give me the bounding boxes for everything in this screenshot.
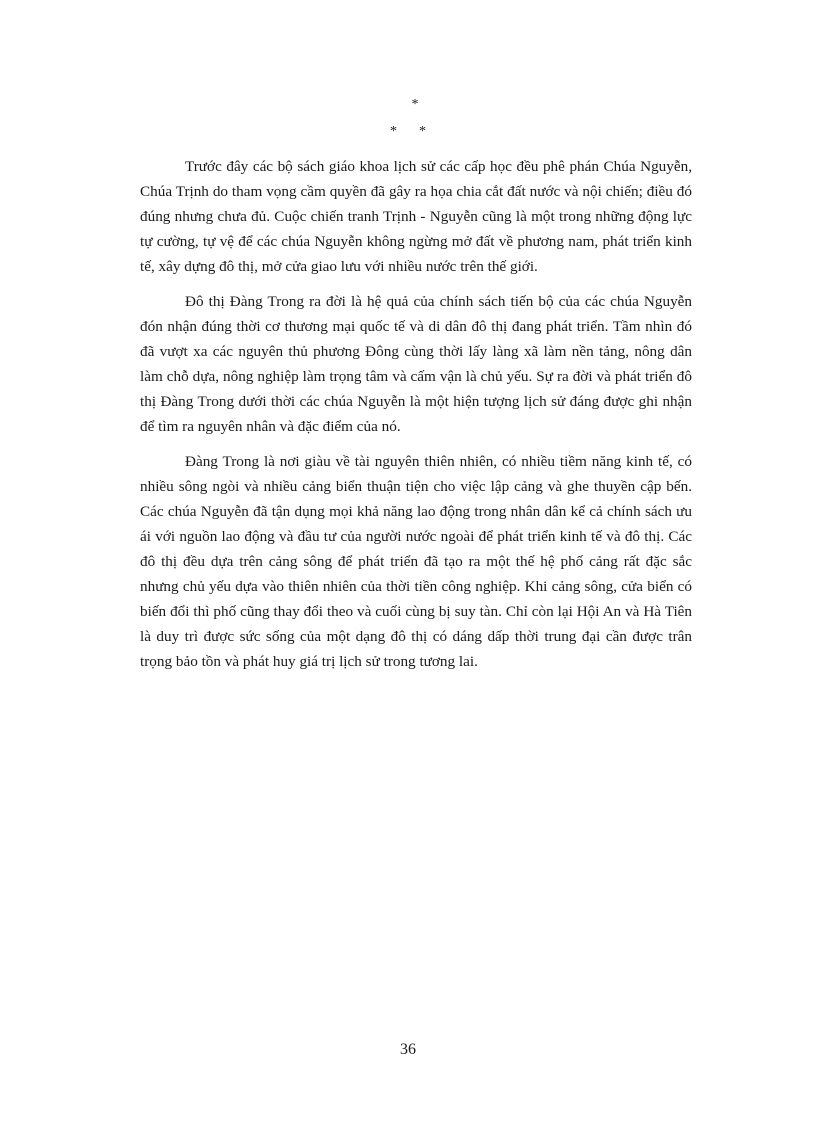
asterisk-bottom-left: *	[390, 124, 397, 139]
body-text	[140, 154, 692, 684]
paragraph: Đàng Trong là nơi giàu về tài nguyên thiên nhiên, có nhiều tiềm năng kinh tế, có nhiều sông ngòi và nhiều cảng biển thuận tiện cho việc lập cảng và ghe thuyền cập bến. Các chúa Nguyễn đã tận dụng mọi khả năng lao động trong nhân dân kể cả chính sách ưu ái với nguồn lao động và đầu tư của người nước ngoài để phát triển kinh tế và đô thị. Các đô thị đều dựa trên cảng sông để phát triển đã tạo ra một thế hệ phố cảng rất đặc sắc nhưng chủ yếu dựa vào thiên nhiên của thời tiền công nghiệp. Khi cảng sông, cửa biển có biến đổi thì phố cũng thay đổi theo và cuối cùng bị suy tàn. Chỉ còn lại Hội An và Hà Tiên là duy trì được sức sống của một dạng đô thị có dáng dấp thời trung đại cần được trân trọng bảo tồn và phát huy giá trị lịch sử trong tương lai.	[140, 453, 692, 670]
paragraph: Trước đây các bộ sách giáo khoa lịch sử các cấp học đều phê phán Chúa Nguyễn, Chúa Trịnh do tham vọng cầm quyền đã gây ra họa chia cắt đất nước và nội chiến; điều đó đúng nhưng chưa đủ. Cuộc chiến tranh Trịnh - Nguyễn cũng là một trong những động lực tự cường, tự vệ để các chúa Nguyễn không ngừng mở đất về phương nam, phát triển kinh tế, xây dựng đô thị, mở cửa giao lưu với nhiều nước trên thế giới.	[140, 158, 692, 275]
paragraph: Đô thị Đàng Trong ra đời là hệ quả của chính sách tiến bộ của các chúa Nguyễn đón nhận đúng thời cơ thương mại quốc tế và di dân đô thị đang phát triển. Tầm nhìn đó đã vượt xa các nguyên thủ phương Đông cùng thời lấy làng xã làm nền tảng, nông dân làm chỗ dựa, nông nghiệp làm trọng tâm và cấm vận là chủ yếu. Sự ra đời và phát triển đô thị Đàng Trong dưới thời các chúa Nguyễn là một hiện tượng lịch sử đáng được ghi nhận để tìm ra nguyên nhân và đặc điểm của nó.	[140, 293, 692, 435]
section-ornament-bottom	[0, 124, 816, 140]
asterisk-top: *	[411, 97, 419, 112]
page-number: 36	[400, 1041, 416, 1058]
section-ornament-top	[0, 97, 816, 113]
asterisk-bottom-right: *	[419, 124, 426, 139]
